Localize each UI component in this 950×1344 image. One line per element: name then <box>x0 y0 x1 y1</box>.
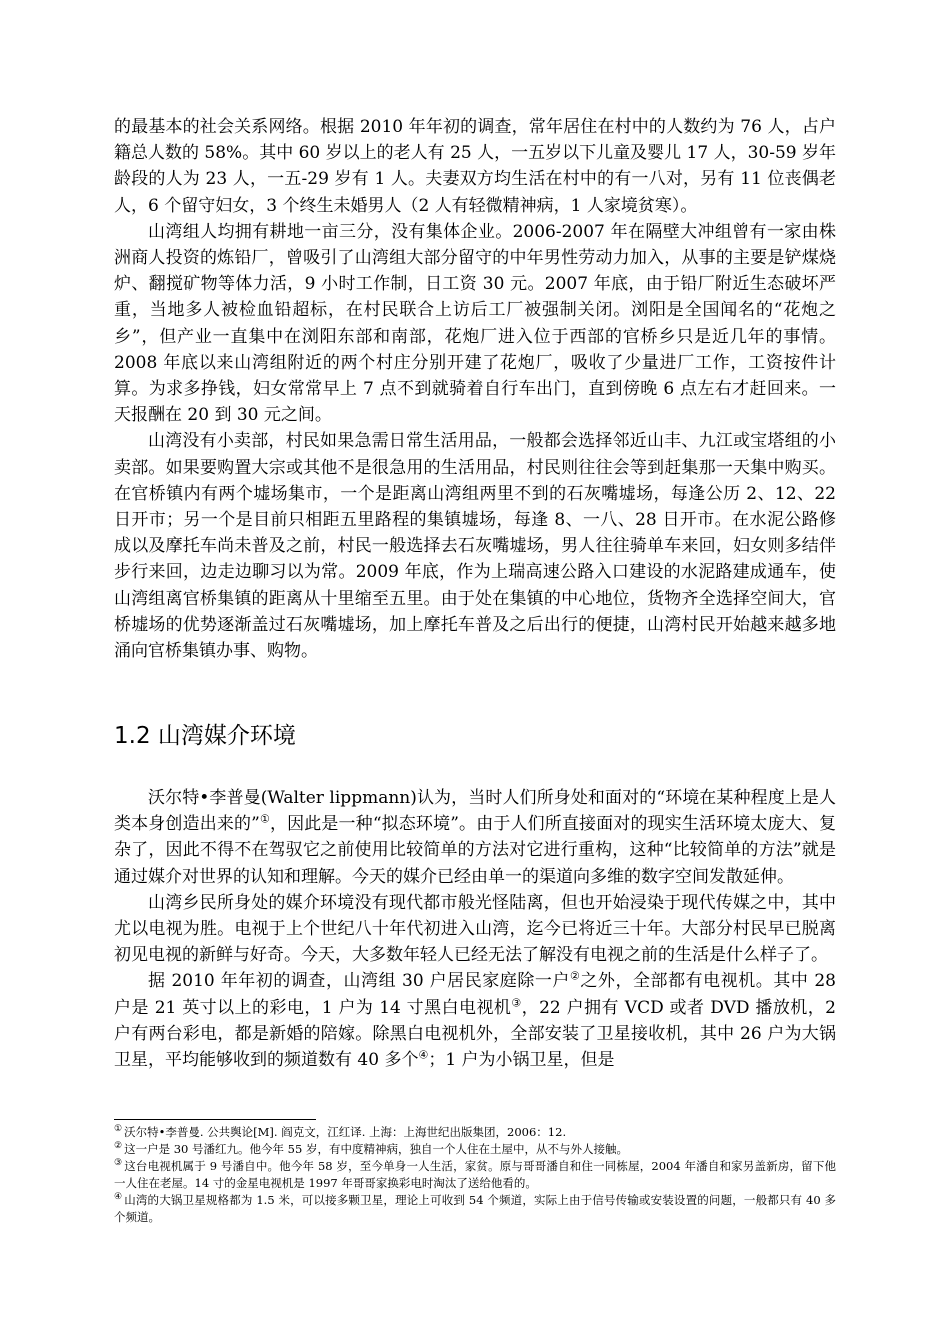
text-run: 之外，全部都有电视机。其中 28 户是 21 英寸以上的彩电，1 户为 14 寸黑白电视机 <box>114 971 836 1018</box>
footnote-text: 这台电视机属于 9 号潘自中。他今年 58 岁，至今单身一人生活，家贫。原与哥哥潘自和住一同栋屋，2004 年潘自和家另盖新房，留下他一人住在老屋。14 寸的金星电视机是 1997 年哥哥家换彩电时淘汰了送给他看的。 <box>114 1159 836 1190</box>
footnote-ref-2[interactable]: ② <box>569 969 581 983</box>
paragraph-economy: 山湾组人均拥有耕地一亩三分，没有集体企业。2006-2007 年在隔壁大冲组曾有一家由株洲商人投资的炼铅厂，曾吸引了山湾组大部分留守的中年男性劳动力加入，从事的主要是铲煤烧炉、翻搅矿物等体力活，9 小时工作制，日工资 30 元。2007 年底，由于铅厂附近生态破坏严重，当地多人被检血铅超标，在村民联合上访后工厂被强制关闭。浏阳是全国闻名的“花炮之乡”，但产业一直集中在浏阳东部和南部，花炮厂进入位于西部的官桥乡只是近几年的事情。2008 年底以来山湾组附近的两个村庄分别开建了花炮厂，吸收了少量进厂工作，工资按件计算。为求多挣钱，妇女常常早上 7 点不到就骑着自行车出门，直到傍晚 6 点左右才赶回来。一天报酬在 20 到 30 元之间。 <box>114 221 836 426</box>
footnote-text: 沃尔特•李普曼. 公共舆论[M]. 阎克文，江红译. 上海：上海世纪出版集团，2006：12. <box>124 1125 567 1139</box>
footnote-divider <box>114 1119 316 1120</box>
paragraph-tv-history: 山湾乡民所身处的媒介环境没有现代都市般光怪陆离，但也开始浸染于现代传媒之中，其中尤以电视为胜。电视于上个世纪八十年代初进入山湾，迄今已将近三十年。大部分村民早已脱离初见电视的新鲜与好奇。今天，大多数年轻人已经无法了解没有电视之前的生活是什么样子了。 <box>114 892 836 966</box>
section-media-text <box>114 785 836 1073</box>
footnote-ref-1[interactable]: ① <box>259 812 270 826</box>
footnotes <box>114 1124 836 1226</box>
footnote <box>114 1124 836 1141</box>
paragraph-tv-survey <box>114 968 836 1073</box>
paragraph-lippmann <box>114 785 836 890</box>
footnote-text: 这一户是 30 号潘红九。他今年 55 岁，有中度精神病，独自一个人住在土屋中，从不与外人接触。 <box>124 1142 628 1156</box>
footnote-ref-4[interactable]: ④ <box>418 1048 429 1062</box>
footnote-mark: ② <box>114 1141 123 1152</box>
footnote-ref-3[interactable]: ③ <box>511 995 522 1009</box>
footnote-mark: ③ <box>114 1158 123 1169</box>
footnote-mark: ④ <box>114 1192 123 1203</box>
section-heading: 1.2 山湾媒介环境 <box>114 723 296 749</box>
paragraph-population: 的最基本的社会关系网络。根据 2010 年年初的调查，常年居住在村中的人数约为 76 人，占户籍总人数的 58%。其中 60 岁以上的老人有 25 人，一五岁以下儿童及婴儿 17 人，30-59 岁年龄段的人为 23 人，一五-29 岁有 1 人。夫妻双方均生活在村中的有一八对，另有 11 位丧偶老人，6 个留守妇女，3 个终生未婚男人（2 人有轻微精神病，1 人家境贫寒）。 <box>114 117 836 216</box>
paragraph-markets: 山湾没有小卖部，村民如果急需日常生活用品，一般都会选择邻近山丰、九江或宝塔组的小卖部。如果要购置大宗或其他不是很急用的生活用品，村民则往往会等到赶集那一天集中购买。在官桥镇内有两个墟场集市，一个是距离山湾组两里不到的石灰嘴墟场，每逢公历 2、12、22 日开市；另一个是目前只相距五里路程的集镇墟场，每逢 8、一八、28 日开市。在水泥公路修成以及摩托车尚未普及之前，村民一般选择去石灰嘴墟场，男人往往骑单车来回，妇女则多结伴步行来回，边走边聊习以为常。2009 年底，作为上瑞高速公路入口建设的水泥路建成通车，使山湾组离官桥集镇的距离从十里缩至五里。由于处在集镇的中心地位，货物齐全选择空间大，官桥墟场的优势逐渐盖过石灰嘴墟场，加上摩托车普及之后出行的便捷，山湾村民开始越来越多地涌向官桥集镇办事、购物。 <box>114 431 836 662</box>
text-run: 沃尔特•李普曼(Walter lippmann)认为，当时人们所身处和面对的“环境在某种程度上是人类本身创造出来的” <box>114 788 836 835</box>
text-run: ；1 户为小锅卫星，但是 <box>428 1050 615 1071</box>
text-run: ，因此是一种“拟态环境”。由于人们所直接面对的现实生活环境太庞大、复杂了，因此不得不在驾驭它之前使用比较简单的方法对它进行重构，这种“比较简单的方法”就是通过媒介对世界的认知和理解。今天的媒介已经由单一的渠道向多维的数字空间发散延伸。 <box>114 814 836 887</box>
text-run: ，22 户拥有 VCD 或者 DVD 播放机，2 户有两台彩电，都是新婚的陪嫁。除黑白电视机外，全部安装了卫星接收机，其中 26 户为大锅卫星，平均能够收到的频道数有 40 多个 <box>114 997 836 1071</box>
footnote <box>114 1192 836 1226</box>
footnote-mark: ① <box>114 1124 123 1135</box>
footnote <box>114 1158 836 1192</box>
footnote-text: 山湾的大锅卫星规格都为 1.5 米，可以接多颗卫星，理论上可收到 54 个频道，实际上由于信号传输或安装设置的问题，一般都只有 40 多个频道。 <box>114 1193 836 1224</box>
text-run: 据 2010 年年初的调查，山湾组 30 户居民家庭除一户 <box>148 971 570 992</box>
footnote <box>114 1141 836 1158</box>
section-intro-text <box>114 114 836 664</box>
